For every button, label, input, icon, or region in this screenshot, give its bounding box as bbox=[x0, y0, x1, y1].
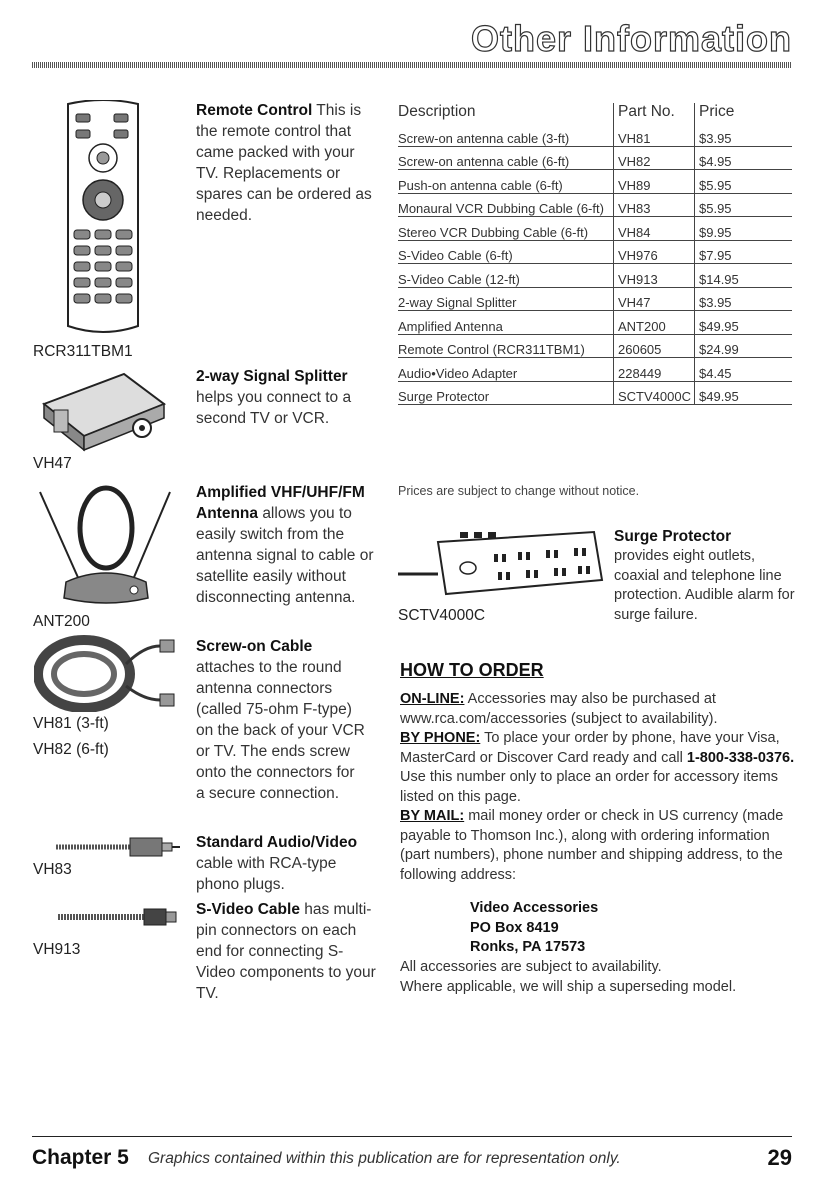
table-row bbox=[398, 381, 792, 405]
address-line: Video Accessories bbox=[470, 900, 599, 916]
phone-label: BY PHONE: bbox=[400, 730, 481, 746]
table-row bbox=[398, 123, 792, 146]
table-row bbox=[398, 264, 792, 288]
model-label: RCR311TBM1 bbox=[33, 343, 133, 360]
cell: $14.95 bbox=[695, 264, 793, 288]
phone-text: To place your order by phone, have your Visa, MasterCard or Discover Card ready and call bbox=[400, 730, 780, 766]
mail-text: mail money order or check in US currency (made payable to Thomson Inc.), along with ordering information (part numbers), phone number and shipping address, to the following address: bbox=[400, 808, 784, 883]
product-title: Remote Control bbox=[196, 102, 313, 119]
cell: VH81 bbox=[614, 123, 695, 146]
cell: ANT200 bbox=[614, 311, 695, 335]
cell: Screw-on antenna cable (3-ft) bbox=[398, 123, 614, 146]
phone-number: 1-800-338-0376. bbox=[686, 749, 795, 766]
product-desc: attaches to the round antenna connectors (called 75-ohm F-type) on the back of your VCR or TV. The ends screw onto the connectors for a secure connection. bbox=[196, 659, 365, 802]
model-label: ANT200 bbox=[33, 613, 90, 630]
cell: Audio•Video Adapter bbox=[398, 358, 614, 382]
price-note: Prices are subject to change without notice. bbox=[398, 484, 640, 498]
cell: VH47 bbox=[614, 287, 695, 311]
model-label: VH83 bbox=[33, 861, 72, 878]
table-row bbox=[398, 334, 792, 358]
product-surge bbox=[614, 526, 798, 625]
model-label: VH82 (6-ft) bbox=[33, 741, 109, 758]
table-header: Description bbox=[398, 103, 476, 120]
signal-splitter-image bbox=[34, 364, 174, 452]
cell: $3.95 bbox=[695, 123, 793, 146]
table-row bbox=[398, 170, 792, 194]
cell: S-Video Cable (12-ft) bbox=[398, 264, 614, 288]
table-row bbox=[398, 217, 792, 241]
cell: VH83 bbox=[614, 193, 695, 217]
table-header-row bbox=[398, 103, 792, 123]
cell: 228449 bbox=[614, 358, 695, 382]
phone-text: Use this number only to place an order for accessory items listed on this page. bbox=[400, 769, 778, 805]
cell: VH84 bbox=[614, 217, 695, 241]
cell: 260605 bbox=[614, 334, 695, 358]
table-row bbox=[398, 240, 792, 264]
online-text: Accessories may also be purchased at www.rca.com/accessories (subject to availability). bbox=[400, 691, 718, 727]
table-row bbox=[398, 287, 792, 311]
cell: Stereo VCR Dubbing Cable (6-ft) bbox=[398, 217, 614, 241]
model-label: VH81 (3-ft) bbox=[33, 715, 109, 732]
page-number: 29 bbox=[767, 1145, 792, 1170]
table-row bbox=[398, 146, 792, 170]
cell: Push-on antenna cable (6-ft) bbox=[398, 170, 614, 194]
order-closing bbox=[400, 958, 800, 997]
footer-note: Graphics contained within this publication are for representation only. bbox=[148, 1150, 621, 1167]
product-desc: This is the remote control that came packed with your TV. Replacements or spares can be ordered as needed. bbox=[196, 102, 372, 224]
cell: $49.95 bbox=[695, 311, 793, 335]
cell: $3.95 bbox=[695, 287, 793, 311]
product-title: Surge Protector bbox=[614, 528, 732, 545]
closing-line: All accessories are subject to availability. bbox=[400, 959, 662, 975]
model-label: VH913 bbox=[33, 941, 81, 958]
closing-line: Where applicable, we will ship a superseding model. bbox=[400, 978, 737, 995]
product-screw-cable bbox=[196, 636, 366, 804]
product-title: Standard Audio/Video bbox=[196, 834, 358, 851]
cell: $7.95 bbox=[695, 240, 793, 264]
product-splitter bbox=[196, 366, 376, 429]
product-title: Screw-on Cable bbox=[196, 638, 313, 655]
antenna-image bbox=[36, 478, 174, 608]
mailing-address bbox=[470, 899, 598, 958]
online-label: ON-LINE: bbox=[400, 691, 465, 707]
svideo-cable-image bbox=[58, 906, 178, 928]
product-title: 2-way Signal Splitter bbox=[196, 368, 348, 385]
product-desc: provides eight outlets, coaxial and telephone line protection. Audible alarm for surge failure. bbox=[614, 548, 795, 623]
remote-control-image bbox=[60, 100, 146, 338]
table-row bbox=[398, 311, 792, 335]
cell: SCTV4000C bbox=[614, 381, 695, 405]
coax-cable-image bbox=[34, 634, 176, 712]
product-title: S-Video Cable bbox=[196, 901, 300, 918]
table-row bbox=[398, 193, 792, 217]
cell: VH89 bbox=[614, 170, 695, 194]
product-remote bbox=[196, 100, 376, 226]
cell: Screw-on antenna cable (6-ft) bbox=[398, 146, 614, 170]
av-cable-image bbox=[56, 836, 180, 862]
product-desc: helps you connect to a second TV or VCR. bbox=[196, 389, 352, 427]
product-desc: allows you to easily switch from the antenna signal to cable or satellite easily without disconnecting antenna. bbox=[196, 505, 374, 606]
cell: $24.99 bbox=[695, 334, 793, 358]
footer-rule bbox=[32, 1136, 792, 1137]
table-row bbox=[398, 358, 792, 382]
cell: Surge Protector bbox=[398, 381, 614, 405]
table-header: Price bbox=[695, 103, 793, 123]
cell: $4.95 bbox=[695, 146, 793, 170]
cell: $4.45 bbox=[695, 358, 793, 382]
cell: Amplified Antenna bbox=[398, 311, 614, 335]
order-instructions bbox=[400, 690, 800, 885]
cell: Remote Control (RCR311TBM1) bbox=[398, 334, 614, 358]
surge-protector-image bbox=[398, 524, 604, 604]
product-svideo bbox=[196, 899, 376, 1004]
cell: $9.95 bbox=[695, 217, 793, 241]
cell: Monaural VCR Dubbing Cable (6-ft) bbox=[398, 193, 614, 217]
product-antenna bbox=[196, 482, 376, 608]
cell: S-Video Cable (6-ft) bbox=[398, 240, 614, 264]
cell: VH976 bbox=[614, 240, 695, 264]
product-av-cable bbox=[196, 832, 376, 895]
address-line: PO Box 8419 bbox=[470, 919, 559, 936]
order-heading: HOW TO ORDER bbox=[400, 660, 544, 680]
product-desc: has multi-pin connectors on each end for connecting S-Video components to your TV. bbox=[196, 901, 376, 1002]
cell: VH82 bbox=[614, 146, 695, 170]
page-title: Other Information bbox=[471, 18, 792, 59]
cell: VH913 bbox=[614, 264, 695, 288]
cell: $5.95 bbox=[695, 170, 793, 194]
product-desc: cable with RCA-type phono plugs. bbox=[196, 855, 337, 893]
header-rule bbox=[32, 62, 792, 68]
table-header: Part No. bbox=[614, 103, 695, 123]
mail-label: BY MAIL: bbox=[400, 808, 465, 824]
address-line: Ronks, PA 17573 bbox=[470, 939, 586, 955]
parts-table bbox=[398, 103, 792, 405]
cell: $49.95 bbox=[695, 381, 793, 405]
footer-chapter: Chapter 5 bbox=[32, 1146, 129, 1169]
model-label: SCTV4000C bbox=[398, 607, 486, 624]
cell: $5.95 bbox=[695, 193, 793, 217]
model-label: VH47 bbox=[33, 455, 72, 472]
product-title: Amplified VHF/UHF/FM Antenna bbox=[196, 484, 365, 522]
cell: 2-way Signal Splitter bbox=[398, 287, 614, 311]
